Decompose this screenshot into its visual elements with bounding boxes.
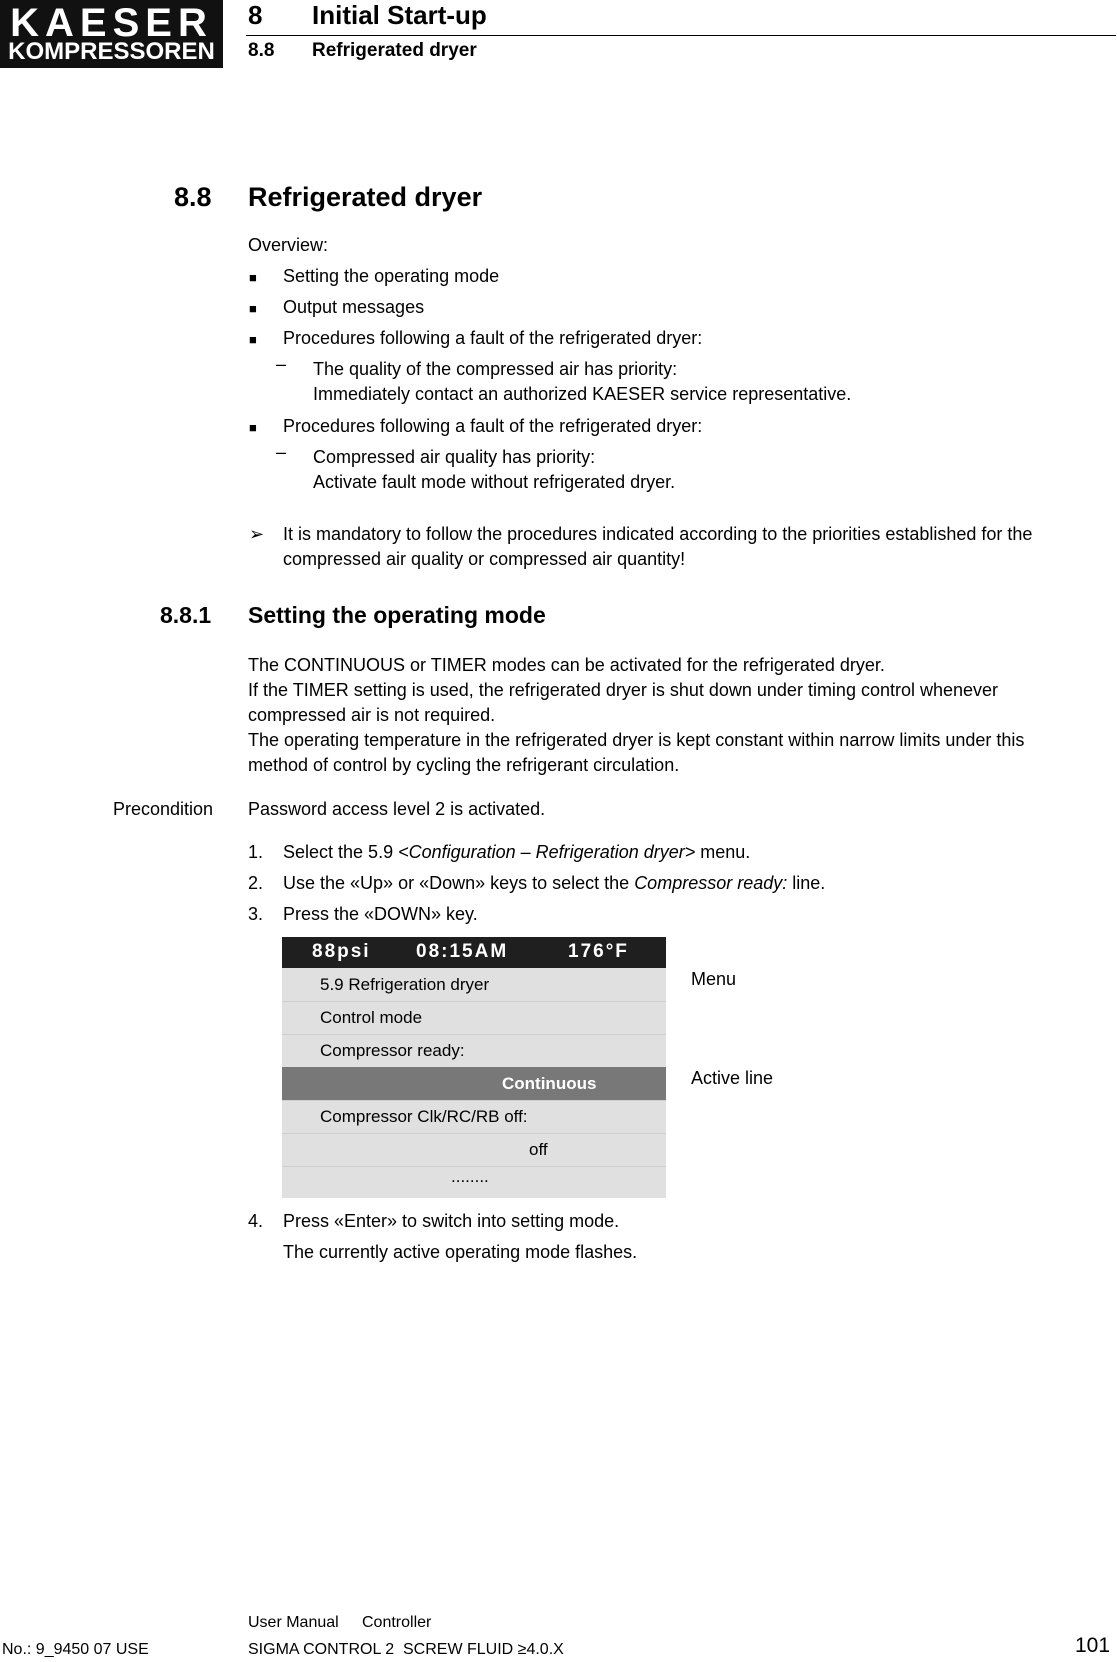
header-rule bbox=[246, 35, 1116, 36]
display-row bbox=[282, 1001, 666, 1035]
display-row bbox=[282, 1133, 666, 1167]
temperature-readout: 176°F bbox=[568, 941, 629, 962]
sub-item-line: The quality of the compressed air has priority: bbox=[313, 359, 678, 379]
step-text-pre: Use the «Up» or «Down» keys to select the bbox=[283, 873, 635, 893]
precondition-text: Password access level 2 is activated. bbox=[248, 799, 546, 819]
footer-doc-number: No.: 9_9450 07 USE bbox=[2, 1641, 149, 1658]
dash-icon: – bbox=[276, 354, 287, 374]
bullet-square-icon: ■ bbox=[249, 270, 257, 285]
step-text: Press «Enter» to switch into setting mode. bbox=[283, 1211, 620, 1231]
display-row-text: ........ bbox=[451, 1167, 489, 1186]
step-text bbox=[283, 840, 750, 865]
header-section-number: 8.8 bbox=[248, 40, 275, 61]
step-text-pre: Select the 5.9 bbox=[283, 842, 399, 862]
sub-item-line: Compressed air quality has priority: bbox=[313, 447, 596, 467]
sub-item-line: Immediately contact an authorized KAESER service representative. bbox=[313, 384, 852, 404]
logo-line2: KOMPRESSOREN bbox=[8, 38, 215, 65]
bullet-item: Output messages bbox=[283, 297, 425, 317]
overview-label: Overview: bbox=[248, 235, 329, 255]
arrow-icon: ➢ bbox=[249, 524, 265, 544]
display-row-text: Continuous bbox=[502, 1074, 597, 1093]
dash-icon: – bbox=[276, 442, 287, 462]
step-number: 3. bbox=[248, 904, 264, 924]
footer-product: SIGMA CONTROL 2 SCREW FLUID ≥4.0.X bbox=[248, 1641, 564, 1658]
paragraph-line: compressed air is not required. bbox=[248, 705, 496, 725]
display-row-text: Compressor ready: bbox=[320, 1041, 465, 1060]
paragraph-line: If the TIMER setting is used, the refrigerated dryer is shut down under timing control whenever bbox=[248, 680, 999, 700]
subsection-title: Setting the operating mode bbox=[248, 602, 546, 628]
note-line: It is mandatory to follow the procedures indicated according to the priorities established for the bbox=[283, 524, 1033, 544]
paragraph-line: method of control by cycling the refrigerant circulation. bbox=[248, 755, 680, 775]
display-row bbox=[282, 1100, 666, 1134]
bullet-square-icon: ■ bbox=[249, 420, 257, 435]
bullet-square-icon: ■ bbox=[249, 301, 257, 316]
display-row-menu bbox=[282, 968, 666, 1002]
display-status-bar bbox=[282, 937, 666, 968]
step-text: Press the «DOWN» key. bbox=[283, 904, 478, 924]
header-section-title: Refrigerated dryer bbox=[312, 40, 477, 61]
chapter-title: Initial Start-up bbox=[312, 0, 487, 30]
time-readout: 08:15AM bbox=[416, 941, 509, 962]
step-number: 2. bbox=[248, 873, 264, 893]
step-text-post: line. bbox=[787, 873, 826, 893]
chapter-number: 8 bbox=[248, 0, 263, 30]
sub-item-line: Activate fault mode without refrigerated dryer. bbox=[313, 472, 676, 492]
display-row-active bbox=[282, 1067, 666, 1101]
paragraph-line: The operating temperature in the refrigerated dryer is kept constant within narrow limits under this bbox=[248, 730, 1025, 750]
step-result: The currently active operating mode flashes. bbox=[283, 1242, 638, 1262]
section-title: Refrigerated dryer bbox=[248, 182, 483, 212]
step-text-menu-path: <Configuration – Refrigeration dryer> bbox=[398, 842, 696, 862]
display-row-more bbox=[282, 1166, 666, 1196]
display-row bbox=[282, 1034, 666, 1068]
display-row-text: Compressor Clk/RC/RB off: bbox=[320, 1107, 528, 1126]
step-text bbox=[283, 871, 825, 896]
note-line: compressed air quality or compressed air quantity! bbox=[283, 549, 686, 569]
footer-doc-type: User Manual bbox=[248, 1614, 339, 1631]
bullet-item: Setting the operating mode bbox=[283, 266, 500, 286]
pressure-readout: 88psi bbox=[312, 941, 371, 962]
display-row-text: off bbox=[529, 1140, 548, 1159]
step-number: 4. bbox=[248, 1211, 264, 1231]
precondition-label: Precondition bbox=[113, 799, 214, 819]
display-row-text: Control mode bbox=[320, 1008, 423, 1027]
footer-doc-subject: Controller bbox=[362, 1614, 432, 1631]
subsection-number: 8.8.1 bbox=[160, 602, 212, 628]
bullet-square-icon: ■ bbox=[249, 332, 257, 347]
controller-display bbox=[282, 937, 666, 1198]
section-number: 8.8 bbox=[174, 182, 212, 212]
bullet-item: Procedures following a fault of the refrigerated dryer: bbox=[283, 416, 703, 436]
paragraph-line: The CONTINUOUS or TIMER modes can be activated for the refrigerated dryer. bbox=[248, 655, 885, 675]
step-text-post: menu. bbox=[695, 842, 751, 862]
page-number: 101 bbox=[1075, 1634, 1111, 1657]
display-row-text: 5.9 Refrigeration dryer bbox=[320, 975, 490, 994]
bullet-item: Procedures following a fault of the refrigerated dryer: bbox=[283, 328, 703, 348]
logo-line1: KAESER bbox=[10, 1, 213, 45]
kaeser-logo bbox=[0, 0, 223, 68]
label-menu: Menu bbox=[691, 969, 737, 989]
step-number: 1. bbox=[248, 842, 264, 862]
step-text-line-name: Compressor ready: bbox=[634, 873, 788, 893]
label-active-line: Active line bbox=[691, 1068, 774, 1088]
